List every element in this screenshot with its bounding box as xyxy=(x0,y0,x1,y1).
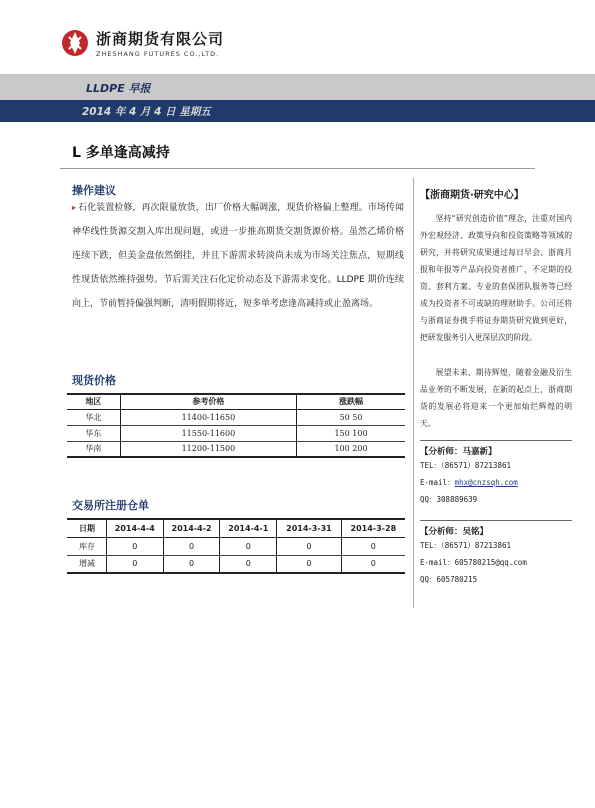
table-row xyxy=(67,441,405,457)
report-date: 2014 年 4 月 4 日 星期五 xyxy=(82,106,211,118)
analyst-card-2 xyxy=(420,520,572,588)
table-header: 2014-4-2 xyxy=(163,519,220,537)
analyst-card-1 xyxy=(420,440,572,508)
advice-paragraph xyxy=(72,196,404,316)
warehouse-receipt-table xyxy=(67,518,405,574)
table-cell: 11550-11600 xyxy=(120,425,296,441)
analyst-tel: TEL：（86571）87213861 xyxy=(420,461,511,470)
column-divider xyxy=(413,178,414,608)
section-warehouse-heading: 交易所注册仓单 xyxy=(72,499,149,512)
table-row xyxy=(67,409,405,425)
headline-divider xyxy=(60,168,535,169)
headline: L 多单逢高减持 xyxy=(72,145,170,161)
company-name-cn: 浙商期货有限公司 xyxy=(96,30,225,48)
company-name-en: ZHESHANG FUTURES CO.,LTD. xyxy=(96,50,220,58)
table-cell: 0 xyxy=(341,537,405,555)
analyst-qq: QQ：308889639 xyxy=(420,495,478,504)
table-header: 2014-4-1 xyxy=(220,519,277,537)
table-cell: 0 xyxy=(163,537,220,555)
analyst-name: 【分析师：马嘉新】 xyxy=(420,447,497,457)
table-header: 地区 xyxy=(67,394,120,409)
table-header: 涨跌幅 xyxy=(297,394,405,409)
date-band xyxy=(0,100,595,122)
table-cell: 华东 xyxy=(67,425,120,441)
table-cell: 库存 xyxy=(67,537,106,555)
logo-emblem-icon xyxy=(60,28,90,58)
table-cell: 11200-11500 xyxy=(120,441,296,457)
research-center-outlook: 展望未来、期待辉煌，随着金融及衍生品业务的不断发展，在新的起点上，浙商期货的发展必将迎来一个更加灿烂辉煌的明天。 xyxy=(420,368,572,428)
table-cell: 150 100 xyxy=(297,425,405,441)
table-cell: 0 xyxy=(220,537,277,555)
analyst-qq: QQ：605780215 xyxy=(420,575,478,584)
table-cell: 0 xyxy=(106,555,163,573)
email-label: E-mail： xyxy=(420,558,455,567)
table-cell: 100 200 xyxy=(297,441,405,457)
company-logo xyxy=(60,28,224,58)
analyst-email-link[interactable]: mhx@cnzsqh.com xyxy=(454,478,518,487)
table-cell: 0 xyxy=(220,555,277,573)
spot-price-table xyxy=(67,393,405,458)
table-header: 2014-4-4 xyxy=(106,519,163,537)
analyst-email: 605780215@qq.com xyxy=(454,558,527,567)
table-cell: 华北 xyxy=(67,409,120,425)
analyst-email-line xyxy=(420,554,572,571)
report-title-band xyxy=(0,74,595,100)
table-row xyxy=(67,537,405,555)
table-cell: 50 50 xyxy=(297,409,405,425)
table-header: 参考价格 xyxy=(120,394,296,409)
research-center-intro: 坚持“研究创造价值”理念，注重对国内外宏观经济、政策导向和投资策略等领域的研究，并将研究成果通过每日早会、浙商月报和年报等产品向投资者推广，不定期的投资、套利方案、专业的套保团队服务等已经成为投资者不可或缺的理财助手。公司还将与浙商证券携手将证券期货研究做到更好，把研发服务引入更深层次的阶段。 xyxy=(420,214,572,342)
email-label: E-mail： xyxy=(420,478,455,487)
table-header: 日期 xyxy=(67,519,106,537)
section-spot-heading: 现货价格 xyxy=(72,374,116,387)
table-cell: 0 xyxy=(277,555,341,573)
analyst-tel: TEL：（86571）87213861 xyxy=(420,541,511,550)
table-header: 2014-3-31 xyxy=(277,519,341,537)
report-title: LLDPE 早报 xyxy=(86,82,151,95)
table-header: 2014-3-28 xyxy=(341,519,405,537)
bullet-arrow-icon: ▸ xyxy=(72,203,77,212)
table-cell: 0 xyxy=(106,537,163,555)
analyst-email-line xyxy=(420,474,572,491)
table-row xyxy=(67,555,405,573)
section-advice-heading: 操作建议 xyxy=(72,184,116,197)
analyst-name: 【分析师：吴铭】 xyxy=(420,527,489,537)
table-row xyxy=(67,425,405,441)
table-cell: 0 xyxy=(163,555,220,573)
research-center-heading: 【浙商期货·研究中心】 xyxy=(420,190,524,201)
table-cell: 11400-11650 xyxy=(120,409,296,425)
table-cell: 0 xyxy=(341,555,405,573)
advice-text: 石化装置检修，再次限量放货，出厂价格大幅调涨，现货价格偏上整理。市场传闻神华线性货源交割入库出现问题，或进一步推高期货交割货源价格。虽然乙烯价格连续下跌，但美金盘依然倒挂，并且下游需求转淡尚未成为市场关注焦点，短期线性现货依然维持强势。节后需关注石化定价动态及下游需求变化。LLDPE 期价连续向上，节前暂持偏强判断，清明假期将近，短多单考虑逢高减持或止盈离场。 xyxy=(72,203,404,309)
table-cell: 华南 xyxy=(67,441,120,457)
table-cell: 增减 xyxy=(67,555,106,573)
table-cell: 0 xyxy=(277,537,341,555)
